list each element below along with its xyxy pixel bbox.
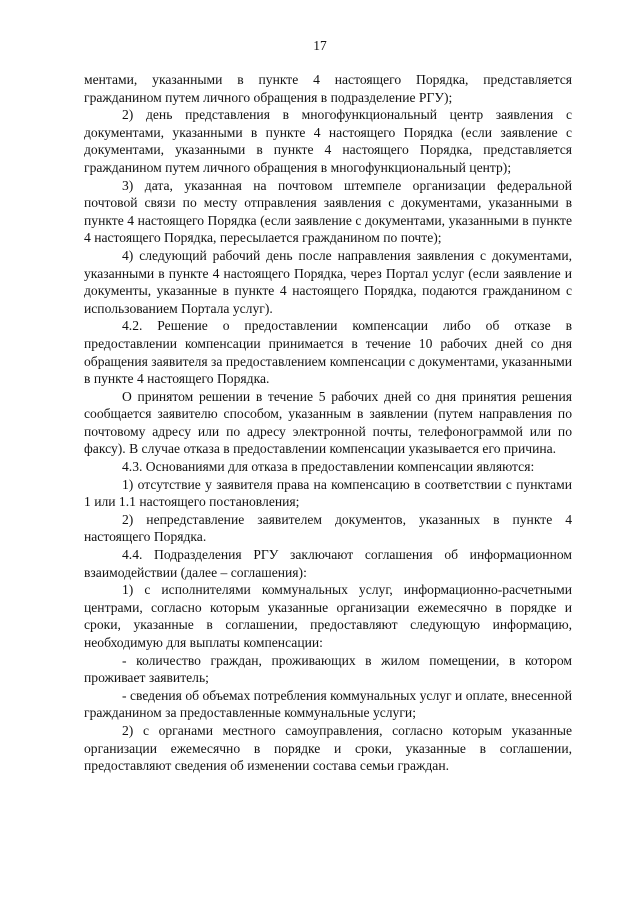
paragraph: 3) дата, указанная на почтовом штемпеле организации федеральной почтовой связи по месту отправления заявления с документами, указанными в пункте 4 настоящего Порядка (если заявление с документами, указанными в пункте 4 настоящего Порядка, пересылается гражданином по почте); xyxy=(84,177,572,246)
page-number: 17 xyxy=(313,38,327,53)
paragraph: - количество граждан, проживающих в жилом помещении, в котором проживает заявитель; xyxy=(84,652,572,686)
paragraph: О принятом решении в течение 5 рабочих дней со дня принятия решения сообщается заявителю способом, указанным в заявлении (путем направления по почтовому адресу или по адресу электронной почты, телефонограммой или по факсу). В случае отказа в предоставлении компенсации указывается его причина. xyxy=(84,388,572,457)
paragraph: - сведения об объемах потребления коммунальных услуг и оплате, внесенной гражданином за предоставленные коммунальные услуги; xyxy=(84,687,572,721)
body-text xyxy=(84,71,572,775)
paragraph: 4.4. Подразделения РГУ заключают соглашения об информационном взаимодействии (далее – соглашения): xyxy=(84,547,572,580)
paragraph-continuation: ментами, указанными в пункте 4 настоящего Порядка, представляется гражданином путем личного обращения в подразделение РГУ); xyxy=(84,72,572,105)
paragraph: 4) следующий рабочий день после направления заявления с документами, указанными в пункте 4 настоящего Порядка, через Портал услуг (если заявление и документы, указанные в пункте 4 настоящего Порядка, подаются гражданином с использованием Портала услуг). xyxy=(84,247,572,316)
paragraph: 4.2. Решение о предоставлении компенсации либо об отказе в предоставлении компенсации принимается в течение 10 рабочих дней со дня обращения заявителя за предоставлением компенсации с документами, указанными в пункте 4 настоящего Порядка. xyxy=(84,318,572,387)
paragraph: 1) отсутствие у заявителя права на компенсацию в соответствии с пунктами 1 или 1.1 настоящего постановления; xyxy=(84,476,572,510)
paragraph: 4.3. Основаниями для отказа в предоставлении компенсации являются: xyxy=(122,459,535,475)
paragraph: 2) день представления в многофункциональный центр заявления с документами, указанными в пункте 4 настоящего Порядка (если заявление с документами, указанными в пункте 4 настоящего Порядка, представляется гражданином путем личного обращения в многофункциональный центр); xyxy=(84,107,572,175)
paragraph: 2) с органами местного самоуправления, согласно которым указанные организации ежемесячно в порядке и сроки, указанные в соглашении, предоставляют сведения об изменении состава семьи граждан. xyxy=(84,722,572,774)
paragraph: 1) с исполнителями коммунальных услуг, информационно-расчетными центрами, согласно которым указанные организации ежемесячно в порядке и сроки, указанные в соглашении, предоставляют следующую информацию, необходимую для выплаты компенсации: xyxy=(84,582,572,650)
paragraph: 2) непредставление заявителем документов, указанных в пункте 4 настоящего Порядка. xyxy=(84,511,572,545)
